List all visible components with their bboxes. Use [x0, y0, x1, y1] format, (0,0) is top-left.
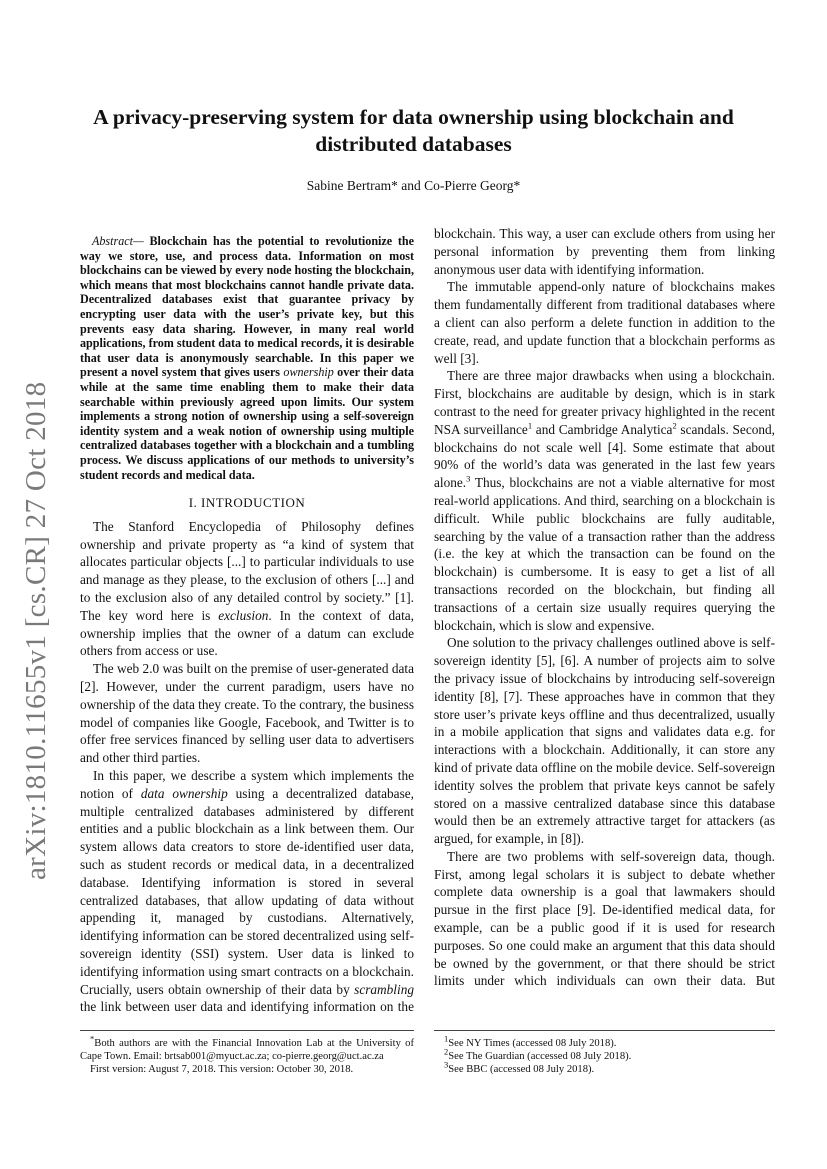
footnote-marker: 2	[444, 1046, 449, 1057]
emphasis-text: ownership	[283, 365, 334, 380]
text-segment: See NY Times (accessed 08 July 2018).	[448, 1038, 617, 1050]
left-column	[80, 225, 414, 1076]
paragraph	[434, 634, 775, 848]
text-segment: over their data while at the same time enabling them to make their data searchable within previously agreed upon limits. Our system implements a strong notion of ownership using a self-sovereign identity system and a weak notion of ownership using multiple centralized databases together with a blockchain and a tumbling process. We discuss applications of our methods to university’s student records and medical data.	[80, 365, 414, 482]
text-segment: . In the context of data, ownership implies that the owner of a datum can exclude others from access or use.	[80, 607, 414, 659]
text-segment: There are two problems with self-sovereign data, though. First, among legal scholars it is subject to debate whether complete data ownership is a goal that lawmakers should pursue in the first place [9]. De-identified medical data, for example, can be a public good if it is used for research purposes. So one could make an argument that this data should be owned by the government, or that there should be strict limits under which individuals can own their data. But	[434, 848, 775, 989]
paragraph	[80, 660, 414, 767]
footnote-marker: 1	[444, 1033, 449, 1044]
emphasis-text: scrambling	[354, 981, 414, 997]
right-column	[434, 225, 775, 1076]
text-segment: There are three major drawbacks when using a blockchain. First, blockchains are auditable by design, which is in stark contrast to the need for greater privacy highlighted in the recent NSA surveillance	[434, 368, 775, 437]
footnotes-left	[80, 1030, 414, 1076]
footnote-marker: 2	[672, 420, 677, 431]
columns	[0, 225, 827, 1076]
text-segment: See BBC (accessed 08 July 2018).	[448, 1064, 595, 1076]
text-segment: One solution to the privacy challenges outlined above is self-sovereign identity [5], [6]. A number of projects aim to solve the privacy issue of blockchains by introducing self-sovereign identity [8], [7]. These approaches have in common that they store user’s private keys offline and thus decentralized, usually in a mobile application that signs and validates data e.g. for interactions with a blockchain. Additionally, it can store any kind of private data offline on the mobile device. Self-sovereign identity solves the problem that private keys cannot be safely stored on a massive centralized database since this database would then be an extremely attractive target for attackers (as argued, for example, in [8]).	[434, 635, 775, 847]
paragraph	[434, 367, 775, 634]
emphasis-text: data ownership	[140, 785, 228, 801]
text-segment: and Cambridge Analytica	[532, 421, 673, 437]
text-segment: Blockchain has the potential to revolutionize the way we store, use, and process data. Information on most blockchains can be viewed by every node hosting the blockchain, which means that most blockchains cannot handle private data. Decentralized databases exist that guarantee privacy by encrypting user data with the user’s private key, but this prevents easy data sharing. However, in many real world applications, from student data to medical records, it is desirable that user data is anonymously searchable. In this paper we present a novel system that gives users	[80, 234, 414, 380]
paragraph	[434, 225, 775, 278]
text-segment: the link between user data and identifying information on the	[80, 999, 414, 1015]
authors: Sabine Bertram* and Co-Pierre Georg*	[306, 178, 521, 193]
text-segment: Both authors are with the Financial Innovation Lab at the University of Cape Town. Email: brtsab001@myuct.ac.za; co-pierre.georg@uct.ac.za	[80, 1038, 414, 1063]
footnote-affiliation	[80, 1033, 414, 1063]
text-segment: Thus, blockchains are not a viable alternative for most real-world applications. And third, searching on a blockchain is difficult. While public blockchains are fully auditable, searching by the value of a transaction rather than the address (i.e. the key at which the transaction can be found on the blockchain) is cumbersome. It is easy to get a list of all transactions recorded on the blockchain, but finding all transactions of a certain size usually requires querying the blockchain, which is slow and expensive.	[434, 475, 775, 633]
footnotes-right-wrapper	[434, 1016, 775, 1076]
text-segment: See The Guardian (accessed 08 July 2018).	[448, 1051, 632, 1063]
text-segment: The immutable append-only nature of blockchains makes them fundamentally different from traditional databases where a client can also perform a delete function in addition to the create, read, and update function that a blockchain performs as well [3].	[434, 279, 775, 366]
footnotes-left-wrapper	[80, 1016, 414, 1076]
paragraph	[434, 278, 775, 367]
arxiv-identifier: arXiv:1810.11655v1 [cs.CR] 27 Oct 2018	[20, 381, 52, 880]
text-segment: The Stanford Encyclopedia of Philosophy defines ownership and private property as “a kind of system that allocates particular objects [...] to particular individuals to use and manage as they please, to the exclusion of others [...] and to the exclusion also of any detailed control by society.” [1]. The key word here is	[80, 518, 414, 623]
paragraph	[80, 767, 414, 1016]
footnote	[434, 1059, 775, 1076]
text-segment: In this paper, we describe a system which implements the notion of	[80, 768, 414, 801]
footnote-marker: *	[90, 1033, 95, 1044]
page	[0, 104, 827, 1076]
text-segment: The web 2.0 was built on the premise of user-generated data [2]. However, under the current paradigm, users have no ownership of the data they create. To the contrary, the business model of companies like Google, Facebook, and Twitter is to offer free services financed by selling user data to advertisers and other third parties.	[80, 661, 414, 766]
footnote-marker: 3	[466, 473, 471, 484]
section-heading: I. INTRODUCTION	[188, 495, 306, 511]
text-segment: using a decentralized database, multiple centralized databases administered by different entities and a public blockchain as a link between them. Our system allows data creators to store de-identified user data, such as student records or medical data, in a decentralized database. Identifying information is stored in several centralized databases, that allow updating of data without appending it, managed by custodians. Alternatively, identifying information can be stored decentralized using self-sovereign identity (SSI) system. User data is linked to identifying information using smart contracts on a blockchain. Crucially, users obtain ownership of their data by	[80, 785, 414, 997]
paper-title: A privacy-preserving system for data ownership using blockchain and distributed databases	[93, 105, 734, 156]
text-segment: blockchain. This way, a user can exclude others from using her personal information by preventing them from linking anonymous user data with identifying information.	[434, 226, 775, 277]
text-segment: scandals. Second, blockchains do not scale well [4]. Some estimate that about 90% of the world’s data was generated in the last few years alone.	[434, 421, 775, 491]
paragraph	[80, 518, 414, 660]
footnote-marker: 3	[444, 1059, 449, 1070]
emphasis-text: Abstract—	[92, 234, 144, 248]
footnote	[434, 1046, 775, 1063]
abstract	[80, 234, 414, 482]
emphasis-text: exclusion	[218, 607, 269, 623]
paragraph	[434, 848, 775, 990]
text-segment: First version: August 7, 2018. This version: October 30, 2018.	[90, 1064, 354, 1076]
footnote	[434, 1033, 775, 1050]
footnotes-right	[434, 1030, 775, 1076]
footnote-version	[80, 1063, 414, 1076]
footnote-marker: 1	[527, 420, 533, 431]
